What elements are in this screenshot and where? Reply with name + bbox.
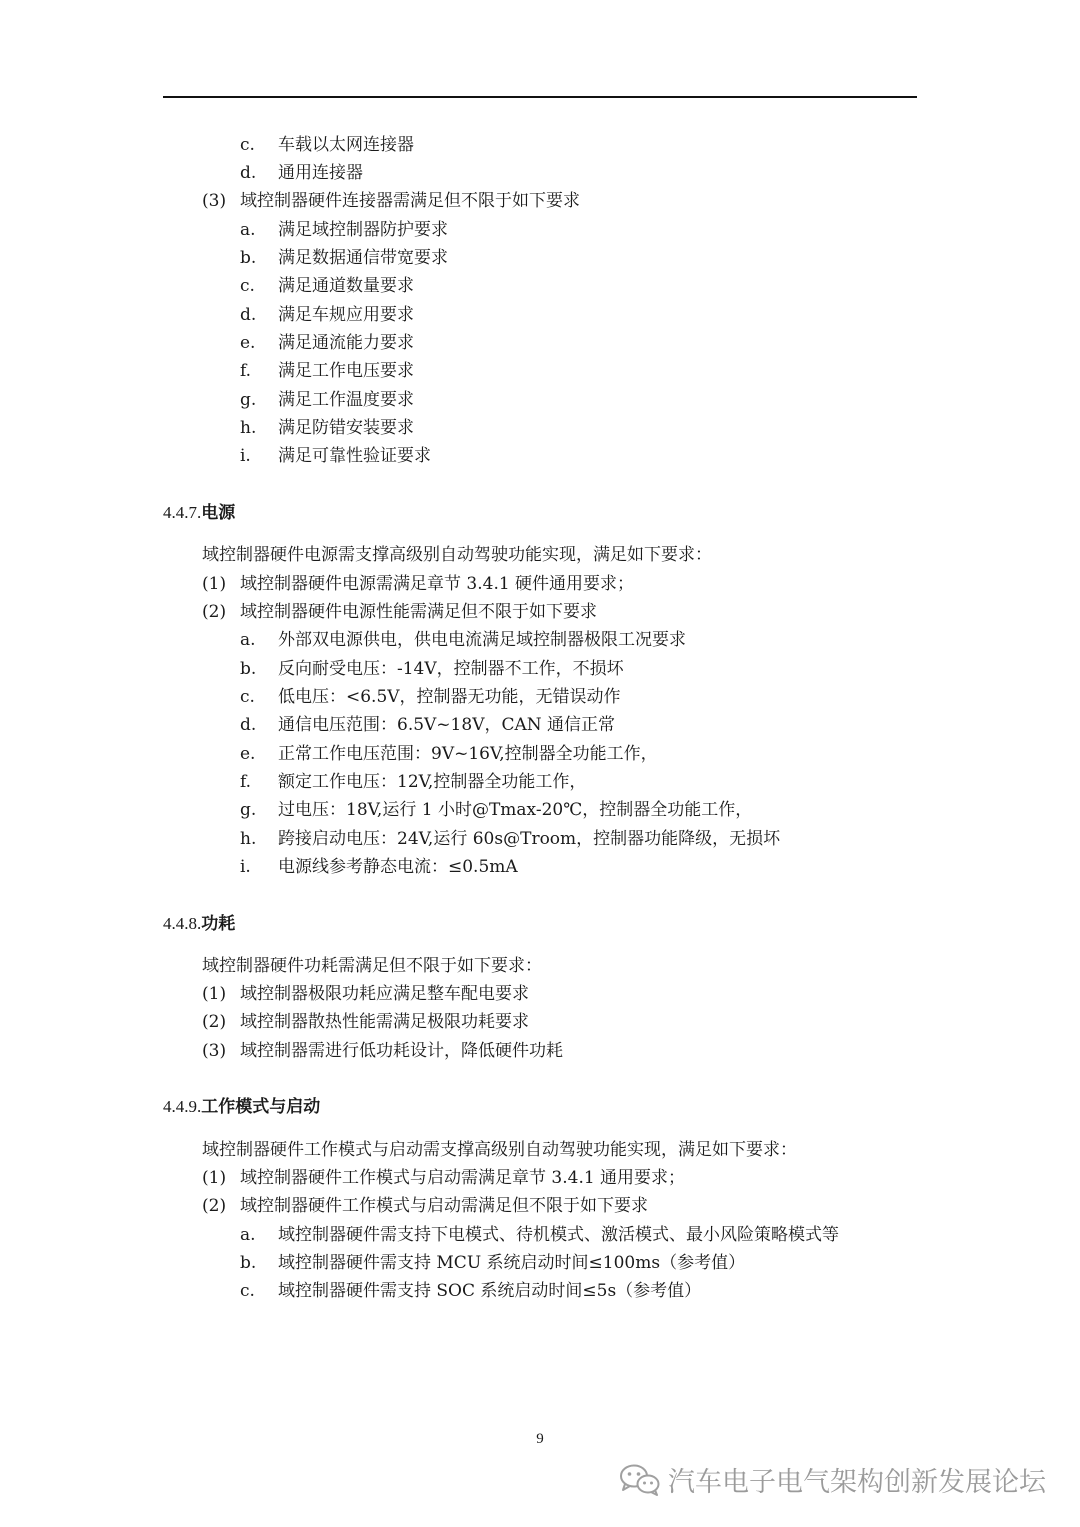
item-text: 满足域控制器防护要求: [278, 220, 448, 240]
item-text: 域控制器硬件需支持 MCU 系统启动时间≤100ms（参考值）: [278, 1253, 746, 1273]
item-text: 车载以太网连接器: [278, 135, 414, 155]
section-number: 4.4.7.: [163, 503, 202, 522]
item-text: 通用连接器: [278, 163, 363, 183]
item-marker: b.: [240, 659, 257, 679]
item-marker: b.: [240, 1253, 257, 1273]
req-marker: (1): [202, 574, 227, 594]
req-text: 域控制器硬件工作模式与启动需满足章节 3.4.1 通用要求；: [240, 1168, 686, 1188]
item-text: 满足工作电压要求: [278, 361, 414, 381]
item-text: 外部双电源供电，供电电流满足域控制器极限工况要求: [278, 630, 686, 650]
item-marker: c.: [240, 276, 255, 296]
item-text: 额定工作电压：12V,控制器全功能工作，: [278, 772, 587, 792]
item-marker: c.: [240, 1281, 255, 1301]
item-marker: d.: [240, 715, 257, 735]
item-marker: h.: [240, 418, 257, 438]
section-title: 电源: [201, 503, 236, 523]
item-text: 反向耐受电压：-14V，控制器不工作，不损坏: [278, 659, 624, 679]
watermark: [618, 1459, 1046, 1499]
item-marker: d.: [240, 163, 257, 183]
item-text: 过电压：18V,运行 1 小时@Tmax-20℃，控制器全功能工作，: [278, 800, 753, 820]
item-marker: c.: [240, 687, 255, 707]
item-marker: g.: [240, 800, 257, 820]
item-marker: c.: [240, 135, 255, 155]
item-text: 满足防错安装要求: [278, 418, 414, 438]
item-marker: g.: [240, 390, 257, 410]
item-marker: a.: [240, 630, 256, 650]
section-title: 工作模式与启动: [201, 1097, 321, 1117]
item-marker: f.: [240, 361, 252, 381]
req-marker: (1): [202, 984, 227, 1004]
item-text: 低电压：<6.5V，控制器无功能，无错误动作: [278, 687, 621, 707]
req-text: 域控制器硬件电源性能需满足但不限于如下要求: [240, 602, 597, 622]
req-text: 域控制器极限功耗应满足整车配电要求: [240, 984, 529, 1004]
section-intro: 域控制器硬件电源需支撑高级别自动驾驶功能实现，满足如下要求：: [202, 545, 712, 565]
section-number: 4.4.9.: [163, 1097, 202, 1116]
req-marker: (3): [202, 1041, 227, 1061]
item-text: 跨接启动电压：24V,运行 60s@Troom，控制器功能降级，无损坏: [278, 829, 781, 849]
item-marker: i.: [240, 857, 251, 877]
item-text: 域控制器硬件需支持 SOC 系统启动时间≤5s（参考值）: [278, 1281, 702, 1301]
item-text: 满足数据通信带宽要求: [278, 248, 448, 268]
item-marker: a.: [240, 1225, 256, 1245]
item-text: 满足通道数量要求: [278, 276, 414, 296]
item-text: 正常工作电压范围：9V~16V,控制器全功能工作，: [278, 744, 658, 764]
item-marker: i.: [240, 446, 251, 466]
section-intro: 域控制器硬件工作模式与启动需支撑高级别自动驾驶功能实现，满足如下要求：: [202, 1140, 797, 1160]
item-text: 电源线参考静态电流：≤0.5mA: [278, 857, 518, 877]
section-heading-447: [163, 502, 235, 524]
req-text: 域控制器需进行低功耗设计，降低硬件功耗: [240, 1041, 563, 1061]
section-heading-448: [163, 913, 235, 935]
req-marker: (3): [202, 191, 227, 211]
section-intro: 域控制器硬件功耗需满足但不限于如下要求：: [202, 956, 542, 976]
item-text: 满足工作温度要求: [278, 390, 414, 410]
page-number: 9: [536, 1431, 544, 1447]
req-text: 域控制器散热性能需满足极限功耗要求: [240, 1012, 529, 1032]
item-marker: e.: [240, 744, 256, 764]
req-marker: (2): [202, 602, 227, 622]
section-title: 功耗: [201, 914, 236, 934]
header-rule: [163, 96, 917, 98]
item-text: 满足通流能力要求: [278, 333, 414, 353]
req-text: 域控制器硬件电源需满足章节 3.4.1 硬件通用要求；: [240, 574, 635, 594]
item-marker: b.: [240, 248, 257, 268]
req-text: 域控制器硬件工作模式与启动需满足但不限于如下要求: [240, 1196, 648, 1216]
item-text: 域控制器硬件需支持下电模式、待机模式、激活模式、最小风险策略模式等: [278, 1225, 839, 1245]
watermark-text: 汽车电子电气架构创新发展论坛: [668, 1466, 1046, 1498]
wechat-icon: [618, 1462, 662, 1496]
item-text: 满足可靠性验证要求: [278, 446, 431, 466]
item-marker: f.: [240, 772, 252, 792]
item-marker: d.: [240, 305, 257, 325]
section-number: 4.4.8.: [163, 914, 202, 933]
req-marker: (1): [202, 1168, 227, 1188]
section-heading-449: [163, 1096, 320, 1118]
req-text: 域控制器硬件连接器需满足但不限于如下要求: [240, 191, 580, 211]
item-marker: h.: [240, 829, 257, 849]
item-text: 通信电压范围：6.5V~18V，CAN 通信正常: [278, 715, 616, 735]
item-marker: e.: [240, 333, 256, 353]
item-marker: a.: [240, 220, 256, 240]
req-marker: (2): [202, 1012, 227, 1032]
item-text: 满足车规应用要求: [278, 305, 414, 325]
req-marker: (2): [202, 1196, 227, 1216]
